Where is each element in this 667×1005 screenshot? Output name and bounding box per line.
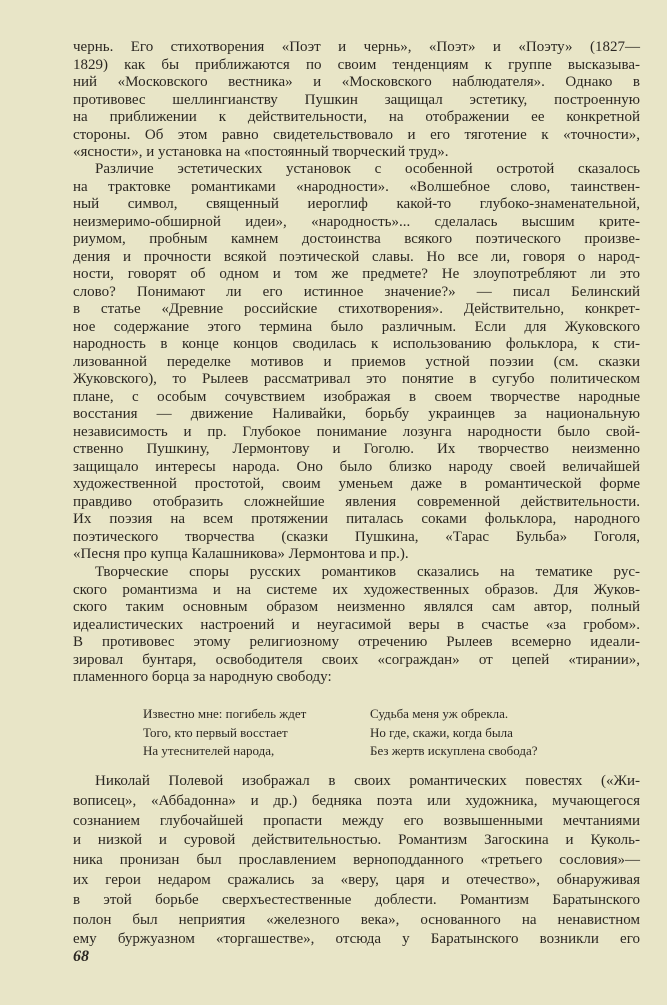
text-line: и низкой и суровой действительностью. Романтизм Загоскина и Куколь- <box>73 832 640 849</box>
poem-line: Но где, скажи, когда была <box>370 724 513 740</box>
poem-column-left <box>143 705 306 761</box>
text-line: восстания — движение Наливайки, борьбу украинцев за национальную <box>73 406 640 422</box>
text-line: Творческие споры русских романтиков сказались на тематике рус- <box>95 564 640 580</box>
text-line: на трактовке романтиками «народности». «Волшебное слово, таинствен- <box>73 178 640 195</box>
text-line: неизмеримо-обширной идеи», «народность»... сделалась высшим крите- <box>73 213 640 230</box>
paragraph-polevoy <box>73 772 640 950</box>
text-line: народность в конце концов сводилась к использованию фольклора, к сти- <box>73 336 640 352</box>
poem-line: Известно мне: погибель ждет <box>143 706 307 721</box>
text-line: в статье «Древние российские стихотворения». Действительно, конкрет- <box>73 301 640 317</box>
poem-line: Судьба меня уж обрекла. <box>370 706 509 721</box>
text-line: защищало интересы народа. Оно было близко народу своей величайшей <box>73 458 640 475</box>
text-line: вописец», «Аббадонна» и др.) бедняка поэта или художника, мучающегося <box>73 792 640 809</box>
poem-line: На утеснителей народа, <box>143 743 275 758</box>
poem-column-right <box>370 705 538 761</box>
text-line: чернь. Его стихотворения «Поэт и чернь», «Поэт» и «Поэту» (1827— <box>73 39 640 55</box>
paragraph-continuation <box>73 39 640 162</box>
text-line: 1829) как бы приближаются по своим тенденциям к группе высказыва- <box>73 56 640 73</box>
text-line: их герои недаром сражались за «веру, царя и отечество», обнаруживая <box>73 871 640 888</box>
text-line: ского таким основным образом неизменно являлся сам автор, полный <box>73 599 640 615</box>
text-line: ского романтизма и на системе их художественных образов. Для Жуков- <box>73 581 640 598</box>
text-line: стороны. Об этом равно свидетельствовало и его тяготение к «точности», <box>73 126 640 143</box>
text-line: на приближении к действительности, на отображении ее конкретной <box>73 109 640 125</box>
text-line: сознанием глубочайшей пропасти между его возвышенными мечтаниями <box>73 812 640 829</box>
text-line: идеалистических настроений и неугасимой веры в счастье «за гробом». <box>73 616 640 633</box>
text-line: ственно Пушкину, Лермонтову и Гоголю. Их творчество неизменно <box>73 441 640 457</box>
text-line: слово? Понимают ли его истинное значение?» — писал Белинский <box>73 283 640 300</box>
text-line: противовес шеллингианству Пушкин защищал эстетику, построенную <box>73 91 640 108</box>
text-line: независимость и пр. Глубокое понимание лозунга народности было свой- <box>73 423 640 440</box>
text-line: лизованной переделке мотивов и приемов устной поэзии (см. сказки <box>73 353 640 370</box>
text-line: ний «Московского вестника» и «Московского наблюдателя». Однако в <box>73 74 640 90</box>
text-line: «ясности», и установка на «постоянный творческий труд». <box>73 144 449 160</box>
poem-line: Того, кто первый восстает <box>143 724 288 740</box>
text-line: «Песня про купца Калашникова» Лермонтова и пр.). <box>73 546 409 562</box>
text-line: плане, с особым сочувствием изображая в своем творчестве народные <box>73 388 640 405</box>
page-number: 68 <box>73 948 89 965</box>
text-line: пламенного борца за народную свободу: <box>73 669 332 685</box>
text-line: ему буржуазном «торгашестве», отсюда у Баратынского возникли его <box>73 931 640 948</box>
text-line: дения и прочности всякой поэтической славы. Но все ли, говоря о народ- <box>73 248 640 265</box>
text-line: зировал бунтаря, освободителя своих «сограждан» от цепей «тирании», <box>73 651 640 668</box>
text-line: Николай Полевой изображал в своих романтических повестях («Жи- <box>95 773 640 789</box>
paragraph-creative-disputes <box>73 564 640 687</box>
text-line: ника пронизан был прославлением верноподданного «третьего сословия»— <box>73 852 640 869</box>
text-line: правдиво отобразить сложнейшие явления современной действительности. <box>73 493 640 510</box>
text-line: Жуковского), то Рылеев рассматривал это понятие в сугубо политическом <box>73 371 640 387</box>
text-line: риумом, пробным камнем достоинства всякого поэтического произве- <box>73 231 640 247</box>
text-line: полон был неприятия «железного века», основанного на ненавистном <box>73 911 640 928</box>
text-line: художественной простотой, своим уменьем даже в романтической форме <box>73 476 640 492</box>
text-line: ности, говорят об одном и том же предмете? Не злоупотребляют ли это <box>73 266 640 282</box>
poem-line: Без жертв искуплена свобода? <box>370 743 538 758</box>
text-line: поэтического творчества (сказки Пушкина, «Тарас Бульба» Гоголя, <box>73 528 640 545</box>
text-line: в этой борьбе сверхъестественные доблести. Романтизм Баратынского <box>73 891 640 908</box>
text-line: Различие эстетических установок с особенной остротой сказалось <box>95 161 640 177</box>
text-line: Их поэзия на всем протяжении питалась соками фольклора, народного <box>73 511 640 527</box>
text-line: В противовес этому религиозному отречению Рылеев всемерно идеали- <box>73 634 640 650</box>
text-line: ное содержание этого термина было различным. Если для Жуковского <box>73 318 640 335</box>
paragraph-narodnost <box>73 161 640 564</box>
text-line: ный символ, священный иероглиф какой-то глубоко-знаменательной, <box>73 196 640 212</box>
